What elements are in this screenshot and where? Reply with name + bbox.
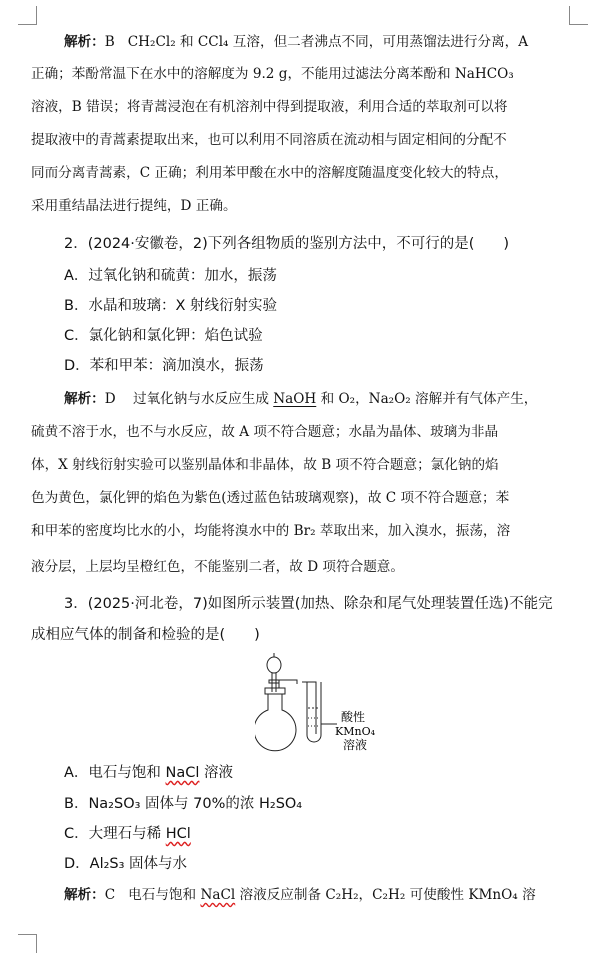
analysis2-line1: 解析：D 过氧化钠与水反应生成 NaOH 和 O₂，Na₂O₂ 溶解并有气体产生，	[64, 391, 538, 407]
analysis3-line1: 解析：C 电石与饱和 NaCl 溶液反应制备 C₂H₂，C₂H₂ 可使酸性 KMnO₄ 溶	[64, 887, 536, 903]
crop-mark-top-left	[18, 6, 37, 25]
figure-label-line1: 酸性	[340, 710, 366, 724]
analysis-label: 解析：	[64, 887, 105, 903]
question3-stem-line1: 3．(2025·河北卷，7)如图所示装置(加热、除杂和尾气处理装置任选)不能完	[64, 596, 553, 612]
analysis1-line5: 同而分离青蒿素，C 正确；利用苯甲酸在水中的溶解度随温度变化较大的特点，	[31, 165, 508, 181]
underlined-term: NaOH	[273, 391, 317, 407]
analysis2-line2: 硫黄不溶于水，也不与水反应，故 A 项不符合题意；水晶为晶体、玻璃为非晶	[31, 424, 499, 440]
analysis-label: 解析：	[64, 391, 105, 407]
question3-option-a: A．电石与饱和 NaCl 溶液	[64, 765, 234, 781]
round-bottom-flask	[255, 694, 296, 751]
spell-flagged-term: HCl	[165, 826, 191, 842]
spell-flagged-term: NaCl	[165, 765, 200, 781]
analysis1-line6: 采用重结晶法进行提纯，D 正确。	[31, 198, 237, 214]
analysis2-line4: 色为黄色，氯化钾的焰色为紫色(透过蓝色钴玻璃观察)，故 C 项不符合题意；苯	[31, 490, 510, 506]
question2-option-c: C．氯化钠和氯化钾：焰色试验	[64, 328, 263, 344]
analysis-answer: D	[104, 391, 116, 407]
question3-stem-line2: 成相应气体的制备和检验的是( )	[31, 627, 260, 643]
analysis-answer: B	[104, 34, 115, 50]
crop-mark-bottom-left	[18, 934, 37, 953]
delivery-tube	[279, 680, 297, 688]
question2-option-a: A．过氧化钠和硫黄：加水，振荡	[64, 268, 277, 284]
question3-option-d: D．Al₂S₃ 固体与水	[64, 856, 188, 872]
question2-option-d: D．苯和甲苯：滴加溴水，振荡	[64, 358, 264, 374]
analysis1-line4: 提取液中的青蒿素提取出来，也可以利用不同溶质在流动相与固定相间的分配不	[31, 132, 507, 148]
analysis1-line2: 正确；苯酚常温下在水中的溶解度为 9.2 g，不能用过滤法分离苯酚和 NaHCO₃	[31, 66, 514, 82]
flask-stopper	[265, 688, 285, 694]
question3-option-b: B．Na₂SO₃ 固体与 70%的浓 H₂SO₄	[64, 796, 303, 812]
spell-flagged-term: NaCl	[200, 887, 236, 903]
funnel-bulb	[267, 657, 281, 673]
analysis-answer: C	[104, 887, 116, 903]
question3-option-c: C．大理石与稀 HCl	[64, 826, 191, 842]
analysis2-line3: 体，X 射线衍射实验可以鉴别晶体和非晶体，故 B 项不符合题意；氯化钠的焰	[31, 457, 499, 473]
figure-label-line3: 溶液	[342, 738, 368, 752]
analysis2-line6: 液分层，上层均呈橙红色，不能鉴别二者，故 D 项符合题意。	[31, 559, 404, 575]
analysis-label: 解析：	[64, 34, 105, 50]
crop-mark-top-right	[569, 6, 588, 25]
analysis2-line5: 和甲苯的密度均比水的小，均能将溴水中的 Br₂ 萃取出来，加入溴水，振荡，溶	[31, 523, 511, 539]
apparatus-diagram	[255, 652, 390, 757]
analysis1-line3: 溶液，B 错误；将青蒿浸泡在有机溶剂中得到提取液，利用合适的萃取剂可以将	[31, 99, 508, 115]
test-tube	[307, 682, 321, 742]
question2-stem: 2．(2024·安徽卷，2)下列各组物质的鉴别方法中，不可行的是( )	[64, 236, 510, 252]
question2-option-b: B．水晶和玻璃：X 射线衍射实验	[64, 298, 277, 314]
analysis1-line1: 解析：B CH₂Cl₂ 和 CCl₄ 互溶，但二者沸点不同，可用蒸馏法进行分离，A	[64, 34, 529, 50]
figure-label-line2: KMnO₄	[335, 725, 375, 738]
